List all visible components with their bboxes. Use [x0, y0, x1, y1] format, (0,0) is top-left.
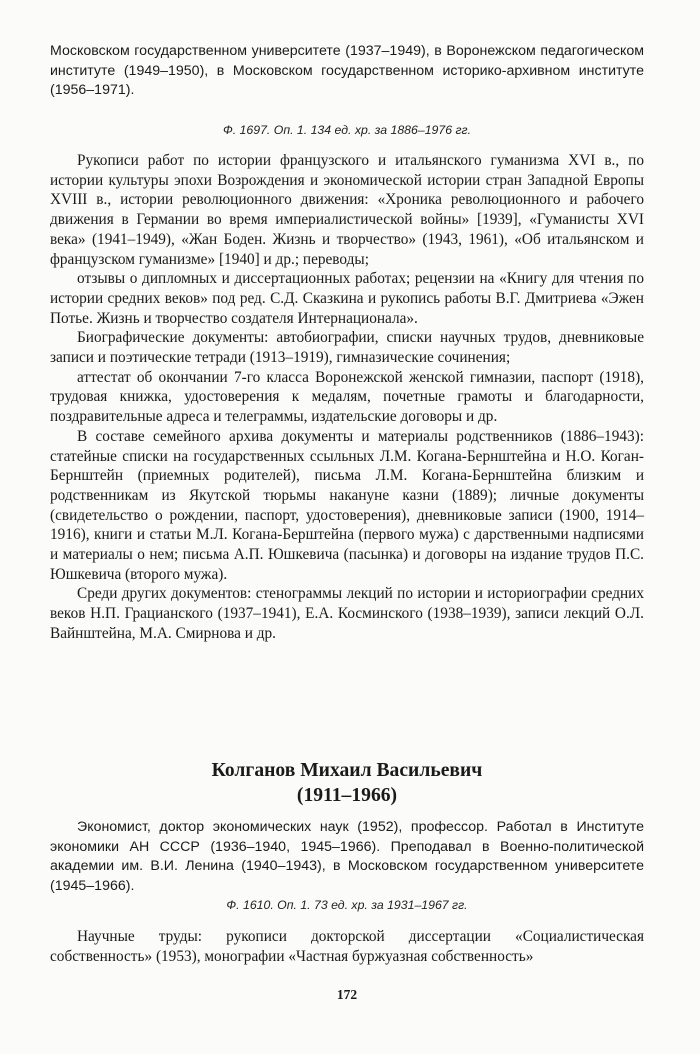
fond-description: [50, 151, 644, 644]
archive-citation: Ф. 1697. Оп. 1. 134 ед. хр. за 1886–1976 гг.: [222, 123, 472, 137]
entry-paragraph: Научные труды: рукописи докторской диссертации «Социалистическая собственность» (1953), монографии «Частная буржуазная собственность»: [50, 928, 644, 965]
paragraph: Биографические документы: автобиографии, списки научных трудов, дневниковые записи и поэтические тетради (1913–1919), гимназические сочинения;: [50, 329, 644, 367]
intro-text-block: [50, 42, 644, 101]
paragraph: аттестат об окончании 7-го класса Воронежской женской гимназии, паспорт (1918), трудовая книжка, удостоверения к медалям, почетные грамоты и благодарности, поздравительные адреса и телеграммы, издательские договоры и др.: [50, 368, 644, 426]
entry-description: [50, 927, 644, 966]
entry-years-heading: (1911–1966): [296, 785, 398, 806]
entry-bio-block: [50, 818, 644, 896]
page-number: 172: [336, 987, 358, 1002]
entry-bio: Экономист, доктор экономических наук (1952), профессор. Работал в Институте экономики АН СССР (1936–1940, 1945–1966). Преподавал в Военно-политической академии им. В.И. Ленина (1940–1943), в Московском государственном университете (1945–1966).: [50, 819, 644, 894]
entry-name-heading: Колганов Михаил Васильевич: [211, 760, 483, 781]
entry-archive-citation: Ф. 1610. Оп. 1. 73 ед. хр. за 1931–1967 гг.: [226, 898, 468, 912]
paragraph: отзывы о дипломных и диссертационных работах; рецензии на «Книгу для чтения по истории средних веков» под ред. С.Д. Сказкина и рукопись работы В.Г. Дмитриева «Эжен Потье. Жизнь и творчество создателя Интернационала».: [50, 270, 644, 327]
paragraph: Среди других документов: стенограммы лекций по истории и историографии средних веков Н.П. Грацианского (1937–1941), Е.А. Косминского (1938–1939), записи лекций О.Л. Вайнштейна, М.А. Смирнова и др.: [50, 585, 644, 642]
paragraph: Рукописи работ по истории французского и итальянского гуманизма XVI в., по истории культуры эпохи Возрождения и экономической истории стран Западной Европы XVIII в., истории революционного движения: «Хроника революционного и рабочего движения в Германии во время империалистической войны» [1939], «Гуманисты XVI века» (1941–1949), «Жан Боден. Жизнь и творчество» (1943, 1961), «Об итальянском и французском гуманизме» [1940] и др.; переводы;: [50, 152, 644, 268]
paragraph: В составе семейного архива документы и материалы родственников (1886–1943): статейные списки на государственных ссыльных Л.М. Когана-Бернштейна и Н.О. Коган-Бернштейн (приемных родителей), письма Л.М. Когана-Бернштейна близким и родственникам из Якутской тюрьмы накануне казни (1889); личные документы (свидетельство о рождении, паспорт, удостоверения), дневниковые записи (1900, 1914–1916), книги и статьи М.Л. Когана-Берштейна (первого мужа) с дарственными надписями и материалы о нем; письма А.П. Юшкевича (пасынка) и договоры на издание трудов П.С. Юшкевича (второго мужа).: [50, 427, 644, 583]
intro-paragraph: Московском государственном университете (1937–1949), в Воронежском педагогическом институте (1949–1950), в Московском государственном историко-архивном институте (1956–1971).: [50, 43, 644, 99]
